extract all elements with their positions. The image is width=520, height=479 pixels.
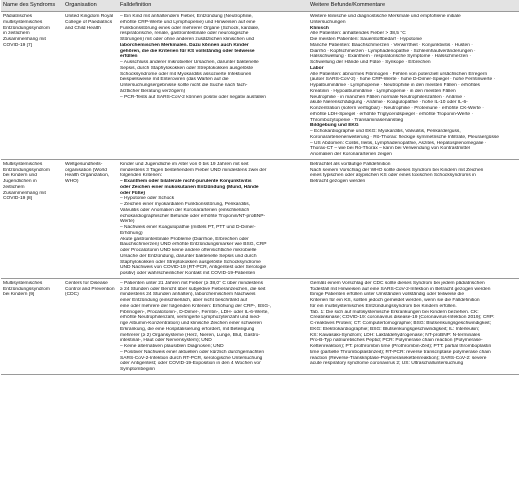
table-header-row (1, 0, 519, 12)
organisation-cell (63, 12, 118, 160)
text-line: Manche Patienten: Bauchschmerzen · Verwirrtheit · Konjunktivitis · Husten · (310, 42, 473, 48)
text-line: – US Abdomen: Colitis, Ileitis, Lymphadenopathie, Aszites, Hepatosplenomegalie · (310, 140, 487, 146)
text-line: – Keine alternativen plausiblen Diagnosen; UND (120, 344, 224, 349)
text-line: Thorax-CT – wie bei Rö-Thorax – kann bei Verwendung von Kontrastmittel (310, 146, 470, 152)
header-syndrome-name: Name des Syndroms (1, 0, 63, 12)
text-line: Multisystemisches (3, 280, 43, 286)
further-findings-cell (308, 278, 519, 374)
text-line: Erkrankung, die eine Hospitalisierung erfordert, mit Beteiligung (120, 326, 255, 332)
text-line: KS: Kawasaki-Syndrom; LDH: Laktatdehydrogenase; NT-proBNP: N-terminales (310, 332, 481, 338)
text-line: Betracht gezogen werden (310, 179, 366, 184)
text-line: eines typischen oder atypischen KS oder eines toxischen Schocksyndroms in (310, 173, 476, 179)
text-line: Alle Patienten: abnormes Fibrinogen · Fehlen von potenziell ursächlichen Erregern (310, 71, 488, 77)
text-line: rige Albumin-Konzentration) und klinische Zeichen einer schweren (120, 321, 262, 326)
text-line: – Positiver Nachweis einer aktuellen oder kürzlich durchgemachten (120, 349, 265, 355)
text-line: Untersuchungsergebnisse sollte nicht die Suche nach fach- (120, 83, 248, 88)
text-line: mindestens 3 Tagen bestehendem Fieber UND mindestens zwei der (120, 167, 267, 173)
text-line: Schocksyndrome oder mit Myokarditis assoziierte Infektionen (120, 71, 252, 77)
text-line: Kreatinin · Hypoalbuminämie · Lymphopenie · in den meisten Fällen (310, 88, 456, 94)
text-line: multisystemisches (3, 19, 43, 25)
text-line: – Hypotonie oder Schock (120, 196, 175, 202)
text-line: Entzündungssyndrom (3, 167, 50, 173)
text-line: für ein multisystemisches Entzündungssyndrom bei Kindern erfüllen. (310, 303, 457, 309)
text-line: Weitere klinische und diagnostische Merkmale und empfohlene initiale (310, 14, 461, 19)
text-line: – PCR-Tests auf SARS-CoV-2 können positiv oder negativ ausfallen (120, 94, 266, 100)
text-line: Nach seinem Vorschlag der WHO sollte dieses Syndrom bei Kindern mit Zeichen (310, 167, 484, 173)
text-line: Jugendlichen in (3, 179, 37, 184)
text-line: Entzündungssyndrom (3, 25, 50, 31)
text-line: Funktionsstörung eines oder mehrerer Organe (Schock, kardiale, (120, 25, 260, 31)
text-line: zeitlichem (3, 184, 25, 190)
text-line: erhöhte Neutrophilenzahl, verringerte Lymphozytenzahl und nied- (120, 315, 261, 321)
text-line: Control and Prevention (65, 286, 115, 292)
text-line: Störungen) mit oder ohne anderen zusätzlichen klinischen und (120, 37, 255, 42)
text-line: Kettenreaktion); PT: prothrombin time (Prothrombin-Zeit); PTT: partial thromboplastin (310, 344, 492, 349)
text-line: United Kingdom Royal (65, 14, 114, 19)
table-row (1, 159, 519, 278)
organisation-cell (63, 159, 118, 278)
text-line: positiv) oder wahrscheinlicher Kontakt mit COVID-19-Patienten (120, 271, 256, 276)
text-line: Entzündungssyndrom (3, 286, 50, 292)
text-line: Thrombozytopenie · Transaminasenanstieg (310, 117, 404, 123)
text-line: UND Nachweis von COVID-19 (RT-PCR, Antigentest oder Serologie (120, 265, 267, 271)
text-line: Zusammenhang mit (3, 37, 46, 42)
header-case-definition: Falldefinition (118, 0, 308, 12)
text-line: Schwellung der Hände und Füße · Synkope · Erbrechen (310, 60, 431, 65)
header-organisation: Organisation (63, 0, 118, 12)
text-line: WHO) (65, 179, 79, 184)
text-line: Klinisch (310, 25, 329, 31)
text-line: Kinder und Jugendliche im Alter von 0 bis 19 Jahren mit seit (120, 161, 249, 167)
text-line: Tab. 1: Die sich auf multisystemische Erkrankungen bei Kindern beziehen. CK: (310, 309, 479, 315)
text-line: Halsschwellung · Exanthem · respiratorische Symptome · Halsschmerzen · (310, 54, 471, 60)
text-line: gehören, die die Kriterien für KS vollständig oder teilweise (120, 48, 255, 54)
text-line: organisation (World (65, 167, 107, 173)
text-line: Kriterien für ein KS, sollten jedoch gemeldet werden, wenn sie die Falldefinition (310, 298, 480, 303)
text-line: Weltgesundheits- (65, 161, 103, 167)
text-line: Hypalbuminämie · Lymphopenie · Neutrophilie in den meisten Fällen · erhöhtes (310, 83, 480, 88)
text-line: folgenden Kriterien: (120, 173, 163, 179)
further-findings-cell (308, 159, 519, 278)
text-line: Pro-B-Typ natriuretisches Peptid; PCR: Polymerase chain reaction (Polymerase- (310, 338, 483, 344)
text-line: Multisystemisches (3, 161, 43, 167)
text-line: EKG: Elektrokardiographie; BSG: Blutsenkungsgeschwindigkeit; IL: Interleukin; (310, 326, 480, 332)
text-line: Centers for Disease (65, 280, 108, 286)
text-line: – Echokardiographie und EKG: Myokarditis, Valvulitis, Perikarderguss, (310, 129, 461, 134)
text-line: Sepsis, durch Staphylokokken oder Streptokokken ausgelöste (120, 65, 254, 71)
text-line: reaction (Reverse-Transkriptase-Polymerasekettenreaktion); SARS-CoV-2: severe (310, 355, 487, 361)
text-line: akute Nierenschädigung · Anämie · Koagulopathie · hohe IL-10 oder IL-6- (310, 100, 468, 106)
table-row (1, 278, 519, 374)
text-line: Bauchschmerzen) UND erhöhte Entzündungsmarker wie BSG, CRP (120, 242, 267, 248)
text-line: respiratorische, renale, gastrointestinale oder neurologische (120, 31, 249, 37)
table-row (1, 12, 519, 160)
text-line: Pädiatrisches (3, 14, 33, 19)
text-line: erhöhte CRP-Werte und Lymphopenie) und Hinweisen auf eine (120, 19, 256, 25)
text-line: Labor (310, 65, 324, 71)
text-line: – Exanthem oder bilaterale nicht-purulente Konjunktivitis (120, 179, 252, 184)
text-line: (außer SARS-CoV-2) · hohe CRP-Werte · hohe D-Dimer-Spiegel · hohe Ferritinwerte · (310, 77, 496, 83)
text-line: COVID-19 [8] (3, 196, 33, 202)
text-line: in zeitlichem (3, 31, 30, 37)
text-line: Zusammenhang mit (3, 190, 46, 196)
text-line: oder Procalcitonin UND keine andere offensichtliche mikrobielle (120, 248, 257, 253)
text-line: Valvulitis oder Anomalien der Koronararterien (einschließlich (120, 207, 250, 213)
further-findings-cell (308, 12, 519, 160)
text-line: SARS-CoV-2-Infektion durch RT-PCR, serologische Untersuchung (120, 355, 263, 361)
text-line: beispielsweise mit Enteroviren (das Warten auf die (120, 77, 229, 83)
text-line: Die meisten Patienten: Sauerstoffbedarf · Hypotonie (310, 37, 422, 42)
text-line: Konzentration (sofern verfügbar) · Neutrophilie · Proteinurie · erhöhte CK-Werte · (310, 106, 484, 111)
text-line: Diarrhö · Kopfschmerzen · Lymphadenopathie · Schleimhautveränderungen · (310, 48, 476, 54)
text-line: echokardiographischer Befunde oder erhöhte Troponin/NT-proBNP- (120, 213, 266, 219)
text-line: Creatinkinase; COVID-19: coronavirus disease-19 (Coronavirus-Infektion 2019); CRP: (310, 315, 495, 321)
text-line: Akute gastrointestinale Probleme (Diarrhoe, Erbrechen oder (120, 236, 249, 242)
text-line: einer Entzündung (einschließlich, aber nicht beschränkt auf (120, 298, 248, 303)
text-line: (CDC) (65, 292, 79, 298)
text-line: mehrerer (≥ 2) Organsysteme (Herz, Nieren, Lunge, Blut, Gastro- (120, 332, 260, 338)
text-line: bei Kindern und (3, 173, 37, 179)
text-line: Todesfall mit Hinweisen auf eine SARS-CoV-2-Infektion in Betracht gezogen werden (310, 286, 491, 292)
syndrome-name-cell (1, 159, 63, 278)
text-line: COVID-19 [7] (3, 42, 33, 48)
text-line: intestinal-, Haut oder Nervensystem); UND (120, 338, 212, 344)
text-line: Fibrinogen-, Procalcitonin-, D-Dimer-, Ferritin-, LDH- oder IL-6-Werte, (120, 309, 269, 315)
text-line: acute respiratory syndrome coronavirus 2; US: Ultraschalluntersuchung (310, 361, 464, 367)
text-line: Bildgebung und EKG (310, 123, 359, 129)
text-line: Symptombeginn (120, 367, 156, 372)
text-line: Betrachtet als vorläufige Falldefinition (310, 161, 391, 167)
text-line: Staphylokokken oder Streptokokken ausgelöste Schocksyndrome (120, 259, 261, 265)
text-line: Einige Patienten erfüllen unter Umständen vollständig oder teilweise die (310, 292, 465, 298)
syndrome-name-cell (1, 278, 63, 374)
text-line: erhöhte LDH-Spiegel · erhöhte Triglyceridspiegel · erhöhte Troponin-Werte · (310, 111, 474, 117)
text-line: – Ein Kind mit anhaltendem Fieber, Entzündung (Neutrophilie, (120, 14, 253, 19)
text-line: – Nachweis einer Koagulopathie (mittels PT, PTT und D-Dimer- (120, 225, 256, 230)
text-line: Neutrophilie · in manchen Fällen normale Neutrophilenzahlen · Anämie · (310, 94, 466, 100)
syndrome-definitions-table (1, 0, 519, 375)
text-line: Alle Patienten: anhaltendes Fieber > 38,5 °C (310, 31, 406, 37)
text-line: oder Zeichen einer mukokutanen Entzündung (Mund, Hände (120, 184, 259, 190)
text-line: time (partielle Thromboplastinzeit); RT-PCR: reverse transcriptase polymerase chain (310, 349, 491, 355)
syndrome-name-cell (1, 12, 63, 160)
text-line: – Ausschluss anderer mikrobieller Ursachen, darunter bakterielle (120, 60, 259, 65)
header-further-findings: Weitere Befunde/Kommentare (308, 0, 519, 12)
case-definition-cell (118, 12, 308, 160)
text-line: – Zeichen einer myokardialen Funktionsstörung, Perikarditis, (120, 202, 251, 207)
text-line: eine oder mehrere der folgenden Kriterien: Erhöhung der CRP-, BSG-, (120, 303, 272, 309)
text-line: erfüllen (120, 54, 138, 60)
text-line: oder Antigentest; oder COVID-19-Exposition in den 4 Wochen vor (120, 361, 261, 367)
text-line: mindestens 24 Stunden anhalten), laborchemischem Nachweis (120, 292, 256, 298)
text-line: Koronararterienerweiterung · Rö-Thorax: fleckige symmetrische Infiltrate, Pleuraergüsse (310, 134, 499, 140)
text-line: and Child Health (65, 25, 101, 31)
text-line: C-reaktives Protein; CT: Computertomographie; BSG: Blutsenkungsgeschwindigkeit; (310, 321, 491, 326)
text-line: oder Füße) (120, 190, 146, 196)
text-line: Untersuchungen (310, 19, 346, 25)
text-line: Ursache der Entzündung, darunter bakterielle Sepsis und durch (120, 253, 257, 259)
text-line: Anomalien der Koronararterien zeigen (310, 152, 392, 157)
text-line: – Patienten unter 21 Jahren mit Fieber (≥ 38,0° C über mindestens (120, 280, 263, 286)
text-line: ≥ 24 Stunden oder Bericht über subjektive Fieberanzeichen, die seit (120, 286, 266, 292)
case-definition-cell (118, 159, 308, 278)
text-line: bei Kindern [9] (3, 292, 35, 298)
text-line: Werte) (120, 219, 135, 225)
text-line: Health Organization, (65, 173, 110, 179)
text-line: laborchemischen Merkmalen. Dazu können auch Kinder (120, 42, 249, 48)
text-line: ärztlicher Beratung verzögern) (120, 88, 186, 94)
case-definition-cell (118, 278, 308, 374)
text-line: Erhöhung) (120, 230, 143, 236)
organisation-cell (63, 278, 118, 374)
text-line: Gemäß einem Vorschlag der CDC sollte dieses Syndrom bei jedem pädiatrischen (310, 280, 485, 286)
text-line: College of Paediatrics (65, 19, 113, 25)
